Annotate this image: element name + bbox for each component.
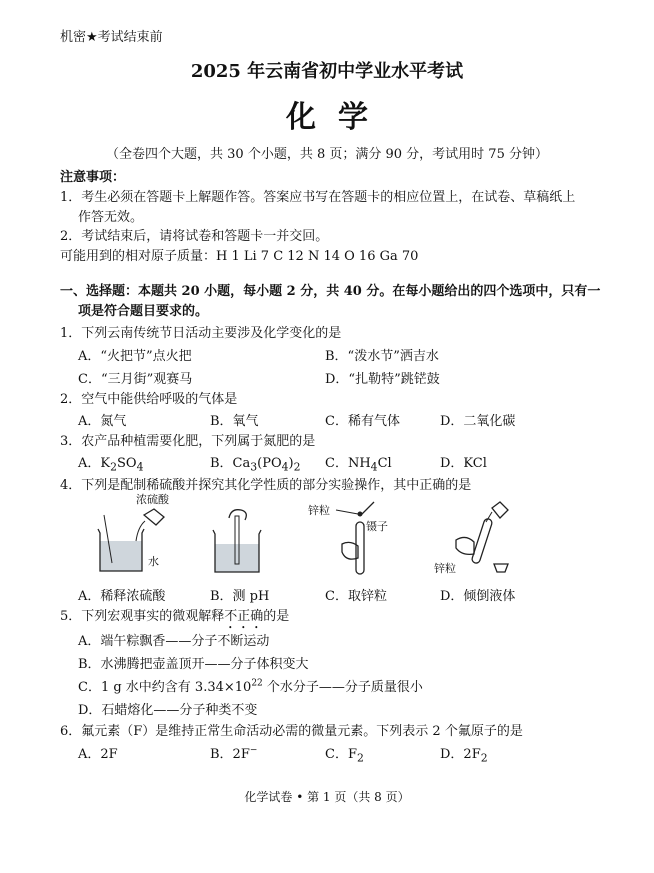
q4-option-a: A．稀释浓硫酸: [78, 589, 166, 604]
label-zinc: 锌粒: [308, 504, 330, 517]
q2-option-b: B．氧气: [210, 414, 259, 429]
q5-emphasis: 不正确: [224, 609, 264, 624]
q6-option-c: C．$F_2$: [325, 747, 364, 765]
exam-title: 2025 年云南省初中学业水平考试: [190, 61, 464, 82]
q1-stem: 1．下列云南传统节日活动主要涉及化学变化的是: [60, 326, 342, 341]
q5-option-d: D．石蜡熔化——分子种类不变: [78, 703, 258, 718]
label-water: 水: [148, 555, 159, 568]
q1-option-d: D．“扎勒特”跳铓鼓: [325, 372, 440, 387]
section1-heading: 一、选择题：本题共 20 小题，每小题 2 分，共 40 分。在每小题给出的四个选项中，只有一: [60, 284, 601, 299]
q4-option-d: D．倾倒液体: [440, 589, 516, 604]
q5-option-c: C．1 g 水中约含有 $3.34\times 10^{22}$ 个水分子——分子质量很小: [78, 678, 423, 695]
q2-option-a: A．氮气: [78, 414, 127, 429]
note-item-1-cont: 作答无效。: [78, 210, 144, 225]
note-item-1: 1．考生必须在答题卡上解题作答。答案应书写在答题卡的相应位置上，在试卷、草稿纸上: [60, 190, 576, 205]
q5-option-a: A．端午粽飘香——分子不断运动: [78, 634, 270, 649]
q3-option-a: A．$K_2SO_4$: [78, 456, 144, 474]
q6-option-d: D．$2F_2$: [440, 747, 488, 765]
tweezers: [360, 502, 374, 516]
beaker-liquid: [215, 544, 259, 572]
figure-take-zinc: [300, 500, 410, 580]
q5-option-b: B．水沸腾把壶盖顶开——分子体积变大: [78, 657, 309, 672]
q1-option-a: A．“火把节”点火把: [78, 349, 192, 364]
hand: [229, 510, 246, 520]
q6-option-a: A．2F: [78, 747, 118, 762]
q4-option-c: C．取锌粒: [325, 589, 387, 604]
atomic-mass-line: 可能用到的相对原子质量：H 1 Li 7 C 12 N 14 O 16 Ga 70: [60, 249, 419, 264]
page-footer: 化学试卷 • 第 1 页（共 8 页）: [244, 790, 410, 804]
section1-heading-cont: 项是符合题目要求的。: [78, 304, 209, 319]
test-tube: [471, 518, 493, 564]
q3-option-c: C．$NH_4Cl$: [325, 456, 392, 474]
q3-stem: 3．农产品种植需要化肥，下列属于氮肥的是: [60, 434, 316, 449]
q3-option-d: D．KCl: [440, 456, 487, 471]
q1-option-c: C．“三月街”观赛马: [78, 372, 193, 387]
reagent-bottle: [492, 502, 508, 518]
q5-stem: 5．下列宏观事实的微观解释不正确的是: [60, 609, 290, 624]
q2-stem: 2．空气中能供给呼吸的气体是: [60, 392, 238, 407]
q4-option-b: B．测 pH: [210, 589, 270, 604]
q2-option-d: D．二氧化碳: [440, 414, 516, 429]
note-item-2: 2．考试结束后，请将试卷和答题卡一并交回。: [60, 229, 329, 244]
figure-dilute-acid: [90, 493, 190, 578]
stopper: [494, 564, 508, 572]
hand: [456, 537, 474, 554]
q6-option-b: B．2F−: [210, 745, 258, 762]
beaker-liquid: [100, 541, 142, 571]
q6-stem: 6．氟元素（F）是维持正常生命活动必需的微量元素。下列表示 2 个氟原子的是: [60, 724, 523, 739]
q2-option-c: C．稀有气体: [325, 414, 400, 429]
label-concentrated-acid: 浓硫酸: [136, 493, 169, 506]
label-tweezers: 镊子: [366, 520, 388, 533]
q1-option-b: B．“泼水节”洒吉水: [325, 349, 439, 364]
q4-stem: 4．下列是配制稀硫酸并探究其化学性质的部分实验操作，其中正确的是: [60, 478, 472, 493]
subject-title: 化学: [286, 100, 390, 135]
acid-bottle: [144, 509, 164, 525]
confidential-tag: 机密★考试结束前: [60, 30, 163, 45]
label-zinc-2: 锌粒: [434, 562, 456, 575]
q3-option-b: B．$Ca_3(PO_4)_2$: [210, 456, 301, 474]
exam-info: （全卷四个大题，共 30 个小题，共 8 页；满分 90 分，考试用时 75 分钟）: [106, 147, 548, 162]
figure-measure-ph: [205, 500, 285, 580]
pointer-line: [336, 510, 358, 514]
notes-heading: 注意事项：: [60, 170, 126, 185]
figure-pour-liquid: [430, 494, 530, 579]
test-tube: [356, 522, 364, 574]
